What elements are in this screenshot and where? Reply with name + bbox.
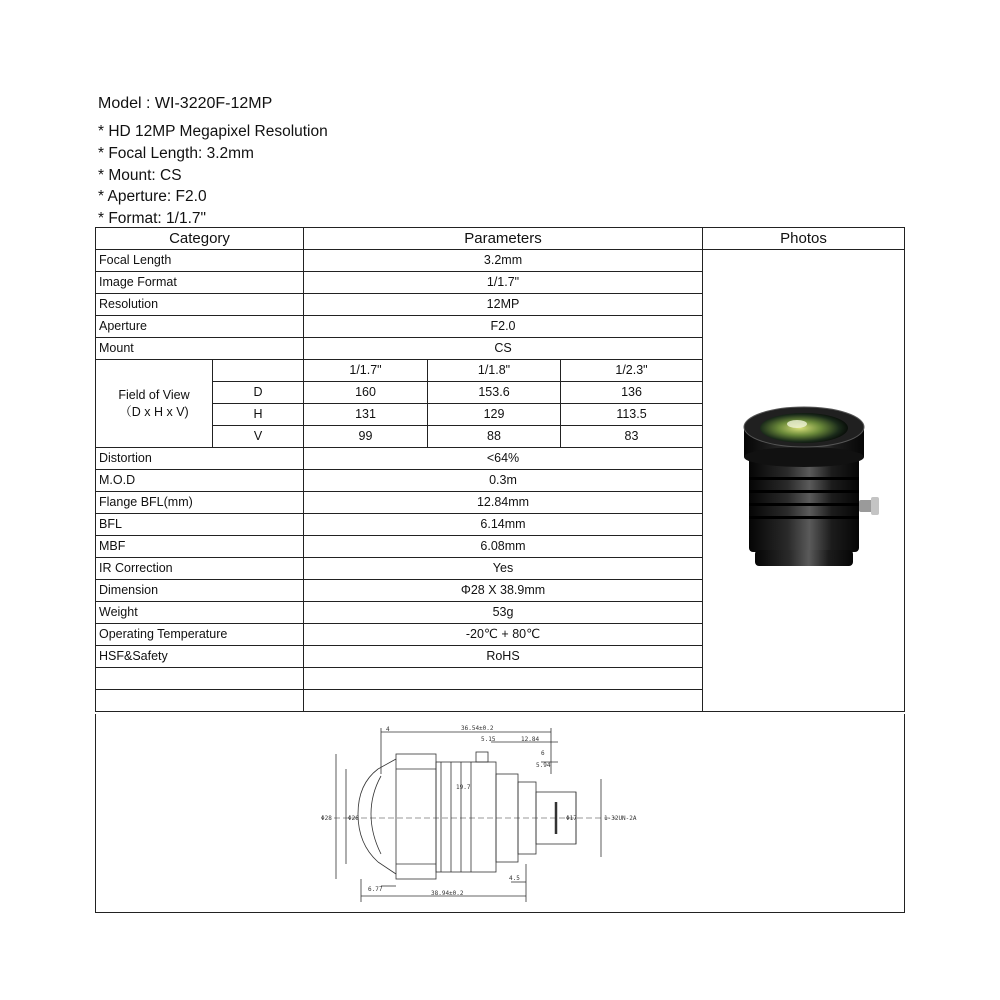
empty-row-value [304,690,703,712]
row-label: Flange BFL(mm) [96,492,304,514]
dim-5-94: 5.94 [536,762,551,769]
header-photos: Photos [703,228,905,250]
row-label: Image Format [96,272,304,294]
row-value: Φ28 X 38.9mm [304,580,703,602]
dim-19-7: 19.7 [456,784,471,791]
fov-value: 88 [428,426,561,448]
dim-total-top: 36.54±0.2 [461,725,494,732]
dim-total-bottom: 38.94±0.2 [431,890,464,897]
row-label: Resolution [96,294,304,316]
dim-4: 4 [386,726,390,733]
dim-4-5: 4.5 [509,875,520,882]
fov-value: 129 [428,404,561,426]
fov-axis: H [213,404,304,426]
row-value: 0.3m [304,470,703,492]
fov-value: 131 [304,404,428,426]
fov-format: 1/2.3" [561,360,703,382]
row-value: -20℃ + 80℃ [304,624,703,646]
dim-17: Φ17 [566,815,577,822]
row-label: Aperture [96,316,304,338]
dim-thread: 1-32UN-2A [604,815,637,822]
row-label: Distortion [96,448,304,470]
technical-drawing [96,714,904,912]
row-value: RoHS [304,646,703,668]
fov-axis: D [213,382,304,404]
header-parameters: Parameters [304,228,703,250]
empty-row-label [96,668,304,690]
dim-5-15: 5.15 [481,736,496,743]
fov-value: 83 [561,426,703,448]
row-label: HSF&Safety [96,646,304,668]
fov-label-line2: （D x H x V) [119,404,189,419]
row-label: M.O.D [96,470,304,492]
dim-28: Φ28 [321,815,332,822]
fov-value: 99 [304,426,428,448]
row-value: 3.2mm [304,250,703,272]
row-value: <64% [304,448,703,470]
fov-format: 1/1.7" [304,360,428,382]
feature-item: * HD 12MP Megapixel Resolution [98,123,328,140]
fov-label [96,360,213,448]
row-value: F2.0 [304,316,703,338]
feature-item: * Format: 1/1.7" [98,210,207,228]
fov-value: 160 [304,382,428,404]
row-label: BFL [96,514,304,536]
row-value: 12.84mm [304,492,703,514]
fov-axis: V [213,426,304,448]
model-title: Model : WI-3220F-12MP [98,95,273,112]
row-value: 53g [304,602,703,624]
dim-26: Φ26 [348,815,359,822]
row-value: 1/1.7" [304,272,703,294]
fov-label-line1: Field of View [118,387,190,402]
fov-value: 113.5 [561,404,703,426]
row-value: Yes [304,558,703,580]
dim-6-77: 6.77 [368,886,383,893]
lens-photo-icon [719,382,889,572]
fov-value: 136 [561,382,703,404]
feature-item: * Focal Length: 3.2mm [98,144,254,162]
row-value: 6.08mm [304,536,703,558]
fov-format: 1/1.8" [428,360,561,382]
empty-row-value [304,668,703,690]
spec-table [95,227,905,712]
row-label: Weight [96,602,304,624]
row-value: 12MP [304,294,703,316]
row-label: Dimension [96,580,304,602]
row-value: 6.14mm [304,514,703,536]
dim-12-84: 12.84 [521,736,540,743]
row-label: Operating Temperature [96,624,304,646]
feature-item: * Mount: CS [98,166,182,184]
feature-item: * Aperture: F2.0 [98,188,207,206]
row-label: IR Correction [96,558,304,580]
header-category: Category [96,228,304,250]
row-label: Mount [96,338,304,360]
feature-list [98,121,328,230]
empty-row-label [96,690,304,712]
row-label: MBF [96,536,304,558]
technical-drawing-box [95,714,905,913]
photo-cell [703,250,905,712]
row-value: CS [304,338,703,360]
fov-value: 153.6 [428,382,561,404]
dim-6: 6 [541,750,545,757]
fov-empty-cell [213,360,304,382]
row-label: Focal Length [96,250,304,272]
